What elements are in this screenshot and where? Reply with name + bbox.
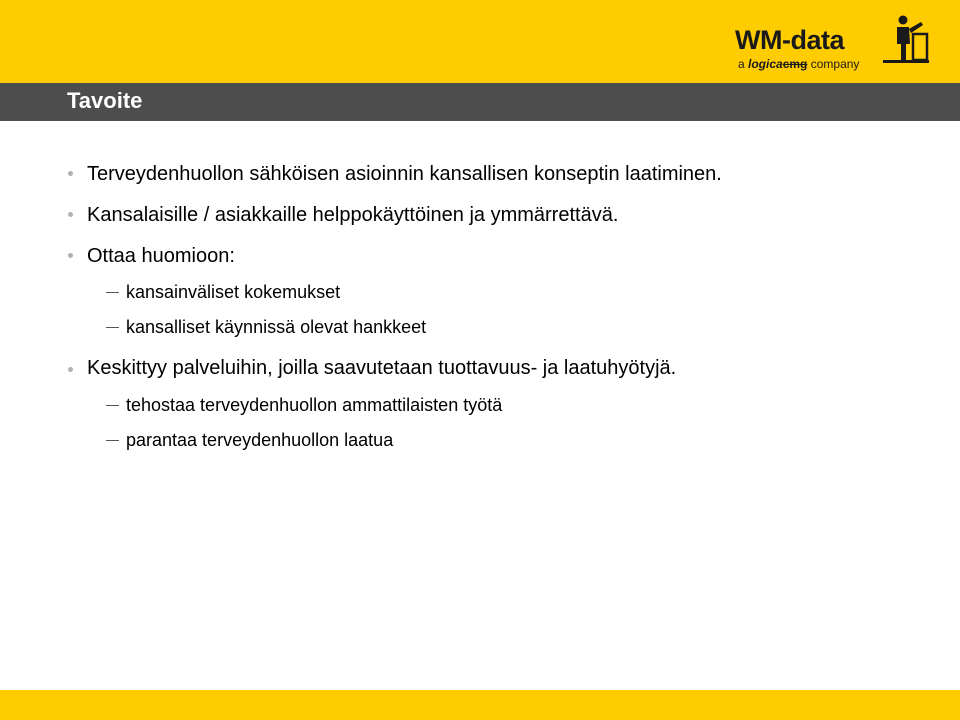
bullet-dot bbox=[68, 367, 73, 372]
sub-bullet-dash bbox=[106, 440, 119, 441]
sub-bullet-item: kansainväliset kokemukset bbox=[126, 282, 341, 302]
logo-tagline-logica: logica bbox=[748, 57, 783, 71]
title-bar bbox=[0, 83, 960, 121]
logo-tagline bbox=[738, 57, 859, 71]
bullet-item: Terveydenhuollon sähköisen asioinnin kansallisen konseptin laatiminen. bbox=[87, 163, 722, 185]
footer-band bbox=[0, 690, 960, 720]
bullet-item: Ottaa huomioon: bbox=[87, 245, 235, 267]
logo-wordmark: WM-data bbox=[735, 25, 844, 55]
bullet-dot bbox=[68, 253, 73, 258]
bullet-dot bbox=[68, 212, 73, 217]
person-icon bbox=[883, 14, 931, 64]
company-logo bbox=[735, 14, 935, 76]
bullet-item: Keskittyy palveluihin, joilla saavutetaan tuottavuus- ja laatuhyötyjä. bbox=[87, 357, 677, 379]
logo-tagline-cmg: cmg bbox=[782, 57, 808, 71]
sub-bullet-item: tehostaa terveydenhuollon ammattilaisten työtä bbox=[126, 395, 503, 415]
sub-bullet-dash bbox=[106, 405, 119, 406]
sub-bullet-dash bbox=[106, 292, 119, 293]
sub-bullet-item: parantaa terveydenhuollon laatua bbox=[126, 430, 394, 450]
slide-title: Tavoite bbox=[67, 88, 143, 113]
logo-tagline-suffix: company bbox=[807, 57, 860, 71]
logo-tagline-prefix: a bbox=[738, 57, 749, 71]
bullet-item: Kansalaisille / asiakkaille helppokäyttöinen ja ymmärrettävä. bbox=[87, 204, 619, 226]
bullet-dot bbox=[68, 171, 73, 176]
sub-bullet-item: kansalliset käynnissä olevat hankkeet bbox=[126, 317, 427, 337]
sub-bullet-dash bbox=[106, 327, 119, 328]
